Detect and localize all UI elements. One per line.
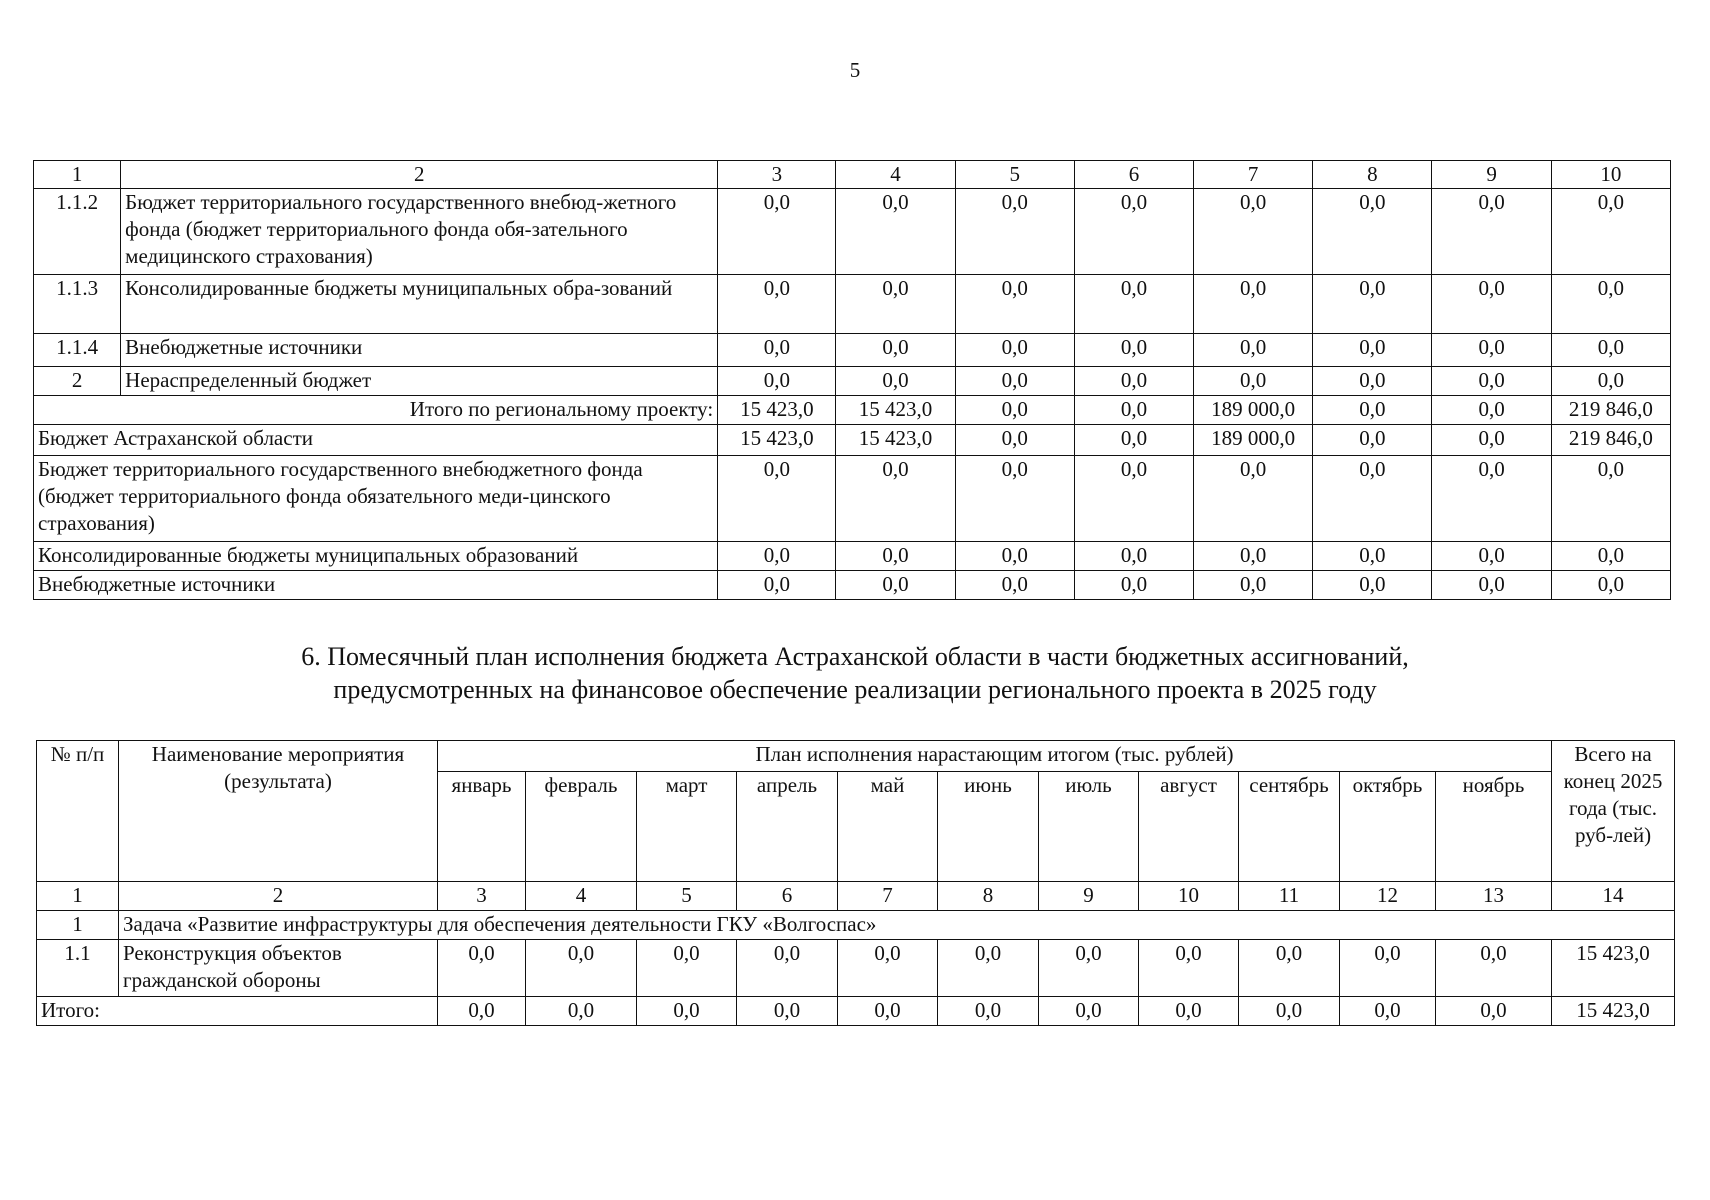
cell-value: 0,0 — [955, 456, 1074, 542]
month-header: октябрь — [1340, 772, 1436, 882]
section-title-line: 6. Помесячный план исполнения бюджета Астраханской области в части бюджетных ассигнований, — [301, 642, 1409, 671]
cell-value: 0,0 — [836, 542, 955, 571]
cell-value: 0,0 — [1039, 997, 1139, 1026]
cell-value: 0,0 — [637, 940, 737, 997]
cell-value: 0,0 — [718, 367, 836, 396]
summary-row — [34, 425, 1671, 456]
col-number: 14 — [1552, 882, 1675, 911]
cell-value: 0,0 — [718, 571, 836, 600]
cell-value: 0,0 — [1074, 571, 1193, 600]
header-row — [37, 741, 1675, 772]
cell-value: 0,0 — [1194, 189, 1313, 275]
cell-value: 0,0 — [955, 396, 1074, 425]
column-number-row — [34, 161, 1671, 189]
cell-value: 0,0 — [718, 275, 836, 334]
cell-value: 0,0 — [1139, 997, 1239, 1026]
month-header: июнь — [938, 772, 1039, 882]
cell-value: 0,0 — [1432, 425, 1551, 456]
row-name: Бюджет территориального государственного внебюд-жетного фонда (бюджет территориального фонда обя-зательного медицинского страхования) — [121, 189, 718, 275]
cell-value: 0,0 — [1039, 940, 1139, 997]
col-number: 6 — [737, 882, 838, 911]
cell-value: 0,0 — [1432, 275, 1551, 334]
month-header: май — [838, 772, 938, 882]
col-number: 12 — [1340, 882, 1436, 911]
cell-value: 0,0 — [637, 997, 737, 1026]
month-header: январь — [438, 772, 526, 882]
col-number: 8 — [938, 882, 1039, 911]
row-number: 1.1.3 — [34, 275, 121, 334]
month-header: ноябрь — [1436, 772, 1552, 882]
col-number: 9 — [1039, 882, 1139, 911]
summary-name: Внебюджетные источники — [34, 571, 718, 600]
cell-value: 0,0 — [1551, 275, 1670, 334]
cell-value: 0,0 — [1551, 456, 1670, 542]
table-row — [34, 334, 1671, 367]
month-header: август — [1139, 772, 1239, 882]
cell-value: 0,0 — [1074, 542, 1193, 571]
cell-value: 0,0 — [1074, 367, 1193, 396]
section-title-line: предусмотренных на финансовое обеспечение реализации регионального проекта в 2025 году — [333, 675, 1377, 704]
cell-value: 0,0 — [1239, 940, 1340, 997]
cell-value: 0,0 — [955, 571, 1074, 600]
month-header: март — [637, 772, 737, 882]
cell-value: 0,0 — [1074, 334, 1193, 367]
header-num: № п/п — [37, 741, 119, 882]
col-number: 7 — [838, 882, 938, 911]
cell-value: 0,0 — [1551, 367, 1670, 396]
summary-name: Бюджет территориального государственного внебюджетного фонда (бюджет территориального фонда обязательного меди-цинского страхования) — [34, 456, 718, 542]
cell-value: 219 846,0 — [1551, 425, 1670, 456]
cell-value: 0,0 — [1432, 367, 1551, 396]
col-number: 4 — [526, 882, 637, 911]
month-header: сентябрь — [1239, 772, 1340, 882]
cell-value: 0,0 — [1313, 425, 1432, 456]
cell-value: 0,0 — [1313, 334, 1432, 367]
col-number: 9 — [1432, 161, 1551, 189]
total-label: Итого по региональному проекту: — [34, 396, 718, 425]
cell-value: 0,0 — [718, 456, 836, 542]
total-label: Итого: — [37, 997, 438, 1026]
cell-value: 0,0 — [1313, 456, 1432, 542]
col-number: 6 — [1074, 161, 1193, 189]
cell-value: 0,0 — [438, 940, 526, 997]
col-number: 5 — [955, 161, 1074, 189]
cell-value: 0,0 — [526, 997, 637, 1026]
cell-value: 0,0 — [1551, 571, 1670, 600]
cell-value: 0,0 — [836, 334, 955, 367]
cell-value: 0,0 — [1239, 997, 1340, 1026]
cell-value: 0,0 — [955, 425, 1074, 456]
row-name: Консолидированные бюджеты муниципальных обра-зований — [121, 275, 718, 334]
cell-value: 0,0 — [938, 997, 1039, 1026]
cell-value: 0,0 — [1432, 189, 1551, 275]
cell-value: 0,0 — [1074, 275, 1193, 334]
cell-value: 0,0 — [1432, 571, 1551, 600]
cell-value: 0,0 — [836, 189, 955, 275]
col-number: 13 — [1436, 882, 1552, 911]
cell-value: 0,0 — [1313, 571, 1432, 600]
row-number: 1.1 — [37, 940, 119, 997]
cell-value: 189 000,0 — [1194, 396, 1313, 425]
cell-value: 0,0 — [1551, 189, 1670, 275]
summary-row — [34, 571, 1671, 600]
col-number: 8 — [1313, 161, 1432, 189]
cell-value: 0,0 — [836, 571, 955, 600]
cell-value: 15 423,0 — [836, 396, 955, 425]
page-number: 5 — [849, 58, 861, 82]
cell-value: 0,0 — [526, 940, 637, 997]
summary-name: Бюджет Астраханской области — [34, 425, 718, 456]
col-number: 7 — [1194, 161, 1313, 189]
cell-value: 0,0 — [737, 997, 838, 1026]
cell-value: 15 423,0 — [718, 425, 836, 456]
row-name: Реконструкция объектов гражданской обороны — [119, 940, 438, 997]
col-number: 1 — [34, 161, 121, 189]
cell-value: 0,0 — [1074, 425, 1193, 456]
cell-value: 0,0 — [1074, 456, 1193, 542]
row-name: Нераспределенный бюджет — [121, 367, 718, 396]
monthly-plan-table — [36, 740, 1675, 1026]
header-total: Всего на конец 2025 года (тыс. руб-лей) — [1552, 741, 1675, 882]
cell-value: 0,0 — [1313, 396, 1432, 425]
cell-value: 189 000,0 — [1194, 425, 1313, 456]
total-row — [37, 997, 1675, 1026]
cell-value: 0,0 — [1194, 542, 1313, 571]
col-number: 10 — [1139, 882, 1239, 911]
month-header: июль — [1039, 772, 1139, 882]
cell-value: 0,0 — [1432, 334, 1551, 367]
row-number: 1 — [37, 911, 119, 940]
cell-value: 0,0 — [718, 334, 836, 367]
cell-value: 0,0 — [1432, 456, 1551, 542]
cell-value: 0,0 — [1194, 571, 1313, 600]
table-row — [34, 275, 1671, 334]
cell-value: 0,0 — [1139, 940, 1239, 997]
col-number: 3 — [438, 882, 526, 911]
table-row — [34, 189, 1671, 275]
cell-value: 0,0 — [1432, 396, 1551, 425]
cell-value: 0,0 — [1436, 940, 1552, 997]
month-header: февраль — [526, 772, 637, 882]
row-number: 2 — [34, 367, 121, 396]
column-number-row — [37, 882, 1675, 911]
cell-value: 0,0 — [955, 275, 1074, 334]
cell-value: 0,0 — [1432, 542, 1551, 571]
cell-value: 0,0 — [1340, 997, 1436, 1026]
summary-name: Консолидированные бюджеты муниципальных образований — [34, 542, 718, 571]
cell-value: 15 423,0 — [718, 396, 836, 425]
table-row — [34, 367, 1671, 396]
cell-value: 0,0 — [737, 940, 838, 997]
header-plan: План исполнения нарастающим итогом (тыс. рублей) — [438, 741, 1552, 772]
cell-value: 15 423,0 — [836, 425, 955, 456]
cell-value: 0,0 — [836, 275, 955, 334]
cell-value: 219 846,0 — [1551, 396, 1670, 425]
cell-value: 0,0 — [718, 542, 836, 571]
cell-value: 0,0 — [955, 367, 1074, 396]
table-row — [37, 940, 1675, 997]
cell-value: 0,0 — [1313, 189, 1432, 275]
cell-value: 0,0 — [836, 456, 955, 542]
cell-value: 0,0 — [718, 189, 836, 275]
cell-value: 0,0 — [1313, 542, 1432, 571]
cell-value: 0,0 — [1194, 334, 1313, 367]
row-name: Внебюджетные источники — [121, 334, 718, 367]
header-name: Наименование мероприятия (результата) — [119, 741, 438, 882]
grand-total: 15 423,0 — [1552, 997, 1675, 1026]
regional-project-budget-table — [33, 160, 1671, 600]
col-number: 11 — [1239, 882, 1340, 911]
cell-value: 0,0 — [1340, 940, 1436, 997]
cell-value: 0,0 — [1194, 275, 1313, 334]
cell-value: 0,0 — [1313, 275, 1432, 334]
cell-value: 0,0 — [438, 997, 526, 1026]
col-number: 4 — [836, 161, 955, 189]
cell-value: 0,0 — [1313, 367, 1432, 396]
cell-value: 0,0 — [836, 367, 955, 396]
cell-value: 0,0 — [1194, 367, 1313, 396]
col-number: 2 — [121, 161, 718, 189]
cell-value: 0,0 — [1551, 542, 1670, 571]
cell-value: 0,0 — [955, 334, 1074, 367]
row-number: 1.1.4 — [34, 334, 121, 367]
row-total: 15 423,0 — [1552, 940, 1675, 997]
cell-value: 0,0 — [838, 997, 938, 1026]
cell-value: 0,0 — [1074, 189, 1193, 275]
col-number: 1 — [37, 882, 119, 911]
cell-value: 0,0 — [955, 542, 1074, 571]
cell-value: 0,0 — [955, 189, 1074, 275]
cell-value: 0,0 — [1194, 456, 1313, 542]
cell-value: 0,0 — [1074, 396, 1193, 425]
col-number: 3 — [718, 161, 836, 189]
summary-row — [34, 542, 1671, 571]
task-text: Задача «Развитие инфраструктуры для обеспечения деятельности ГКУ «Волгоспас» — [119, 911, 1675, 940]
total-row — [34, 396, 1671, 425]
col-number: 5 — [637, 882, 737, 911]
cell-value: 0,0 — [1436, 997, 1552, 1026]
col-number: 2 — [119, 882, 438, 911]
summary-row — [34, 456, 1671, 542]
col-number: 10 — [1551, 161, 1670, 189]
row-number: 1.1.2 — [34, 189, 121, 275]
section-title — [0, 640, 1710, 706]
cell-value: 0,0 — [838, 940, 938, 997]
cell-value: 0,0 — [938, 940, 1039, 997]
cell-value: 0,0 — [1551, 334, 1670, 367]
task-row — [37, 911, 1675, 940]
month-header: апрель — [737, 772, 838, 882]
